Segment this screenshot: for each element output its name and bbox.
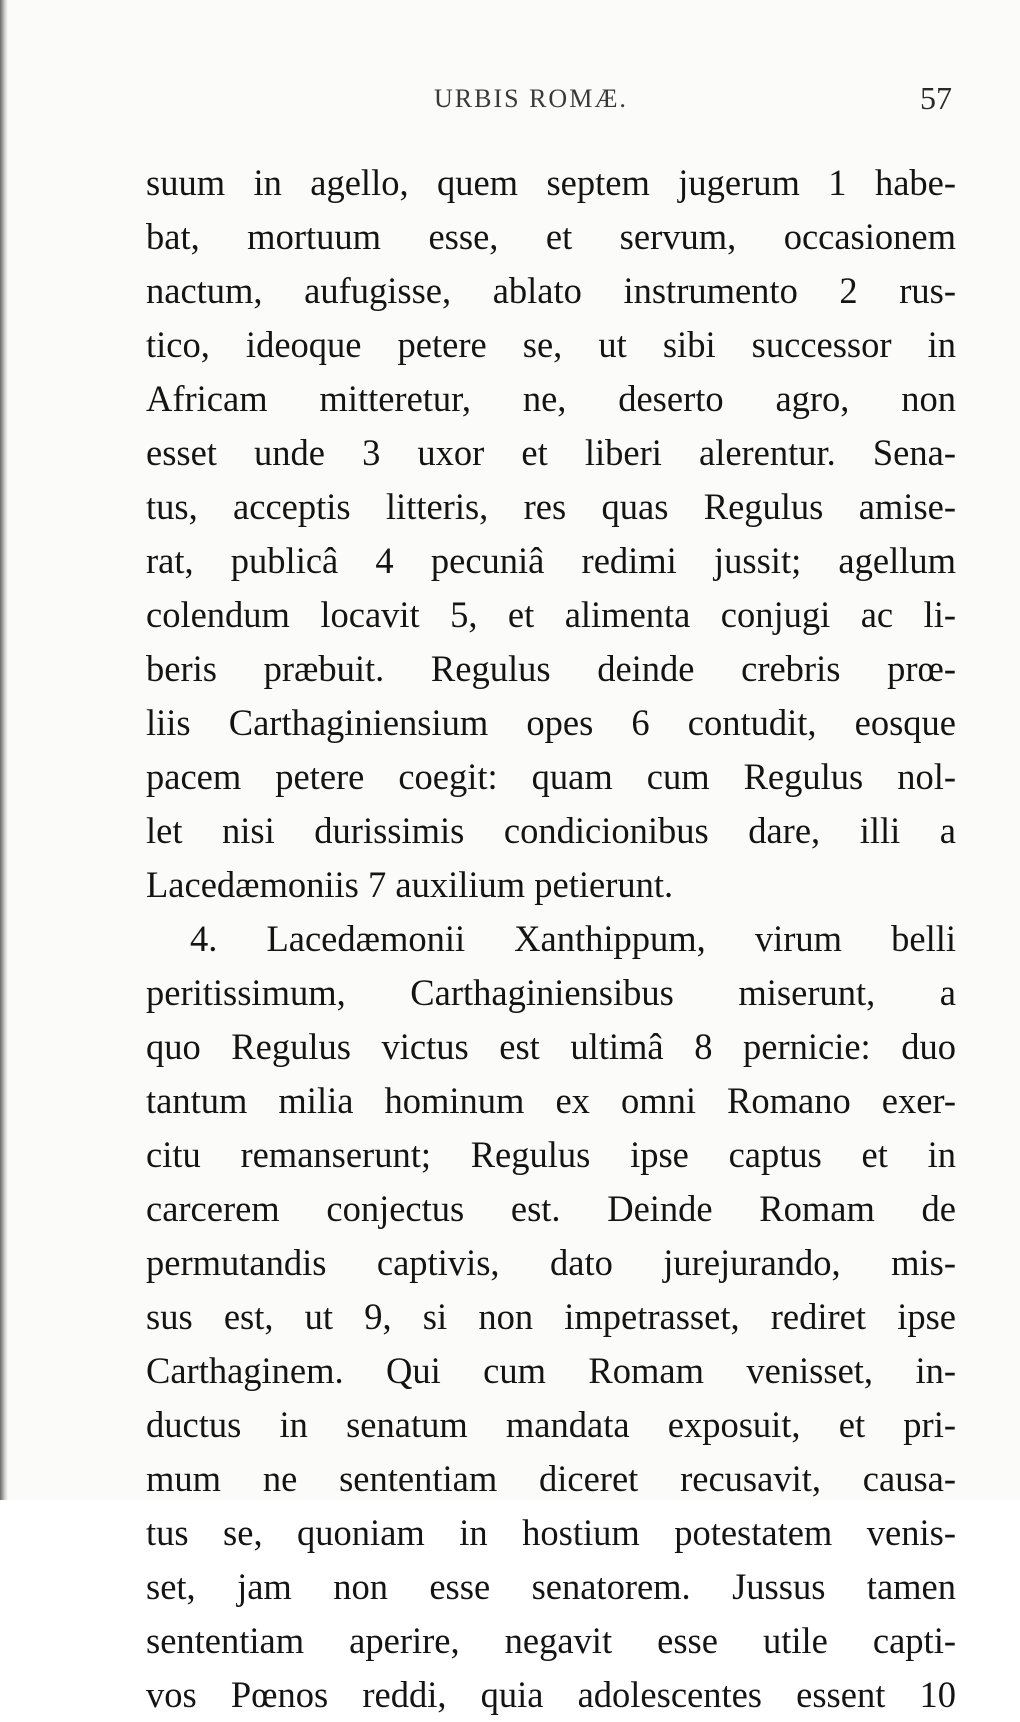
text-line: carcerem conjectus est. Deinde Romam de — [146, 1188, 956, 1229]
body-text — [146, 156, 956, 1722]
text-line: suum in agello, quem septem jugerum 1 habe- — [146, 162, 956, 203]
text-line: esset unde 3 uxor et liberi alerentur. Sena- — [146, 432, 956, 473]
text-line: colendum locavit 5, et alimenta conjugi ac li- — [146, 594, 956, 635]
page-header — [146, 80, 956, 120]
text-line: peritissimum, Carthaginiensibus miserunt, a — [146, 972, 956, 1013]
text-line: nactum, aufugisse, ablato instrumento 2 rus- — [146, 270, 956, 311]
text-line: tus se, quoniam in hostium potestatem venis- — [146, 1512, 956, 1553]
text-line: Carthaginem. Qui cum Romam venisset, in- — [146, 1350, 956, 1391]
text-line: permutandis captivis, dato jurejurando, mis- — [146, 1242, 956, 1283]
text-line: tantum milia hominum ex omni Romano exer- — [146, 1080, 956, 1121]
running-head: URBIS ROMÆ. — [434, 84, 628, 113]
text-line: ductus in senatum mandata exposuit, et pri- — [146, 1404, 956, 1445]
text-line: set, jam non esse senatorem. Jussus tamen — [146, 1566, 956, 1607]
text-line: mum ne sententiam diceret recusavit, causa- — [146, 1458, 956, 1499]
text-line: tus, acceptis litteris, res quas Regulus amise- — [146, 486, 956, 527]
text-line: citu remanserunt; Regulus ipse captus et in — [146, 1134, 956, 1175]
text-line: vos Pœnos reddi, quia adolescentes essent 10 — [146, 1674, 956, 1715]
text-line: rat, publicâ 4 pecuniâ redimi jussit; agellum — [146, 540, 956, 581]
text-line: tico, ideoque petere se, ut sibi successor in — [146, 324, 956, 365]
text-line: quo Regulus victus est ultimâ 8 pernicie: duo — [146, 1026, 956, 1067]
text-line: liis Carthaginiensium opes 6 contudit, eosque — [146, 702, 956, 743]
text-line: 4. Lacedæmonii Xanthippum, virum belli — [190, 918, 956, 959]
text-line: let nisi durissimis condicionibus dare, illi a — [146, 810, 956, 851]
page-number: 57 — [920, 80, 952, 116]
text-line: Lacedæmoniis 7 auxilium petierunt. — [146, 864, 674, 905]
text-line: Africam mitteretur, ne, deserto agro, non — [146, 378, 956, 419]
text-line: bat, mortuum esse, et servum, occasionem — [146, 216, 956, 257]
text-line: sus est, ut 9, si non impetrasset, rediret ipse — [146, 1296, 956, 1337]
text-line: sententiam aperire, negavit esse utile capti- — [146, 1620, 956, 1661]
page-binding-edge — [0, 0, 8, 1500]
text-line: pacem petere coegit: quam cum Regulus nol- — [146, 756, 956, 797]
text-line: beris præbuit. Regulus deinde crebris prœ- — [146, 648, 956, 689]
